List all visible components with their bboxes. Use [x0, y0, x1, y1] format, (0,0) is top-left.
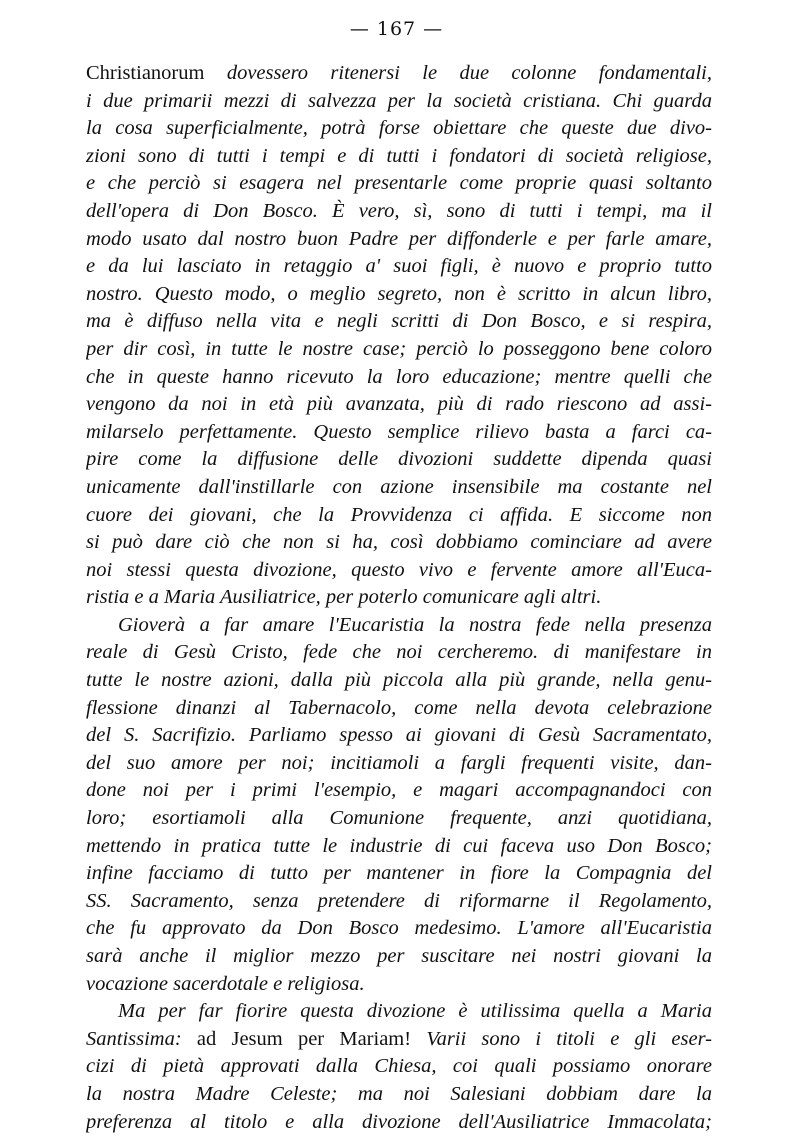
text-line: [86, 391, 712, 419]
italic-text: Varii sono i titoli e gli eser-: [426, 1027, 712, 1050]
italic-text: del suo amore per noi; incitiamoli a fargli frequenti visite, dan-: [86, 751, 712, 774]
text-line: [86, 750, 712, 778]
italic-text: nostro. Questo modo, o meglio segreto, non è scritto in alcun libro,: [86, 282, 712, 305]
italic-text: loro; esortiamoli alla Comunione frequente, anzi quotidiana,: [86, 807, 712, 830]
text-line: [86, 226, 712, 254]
text-line: [86, 971, 712, 999]
italic-text: Ma per far fiorire questa divozione è utilissima quella a Maria: [118, 1000, 712, 1023]
italic-text: cizi di pietà approvati dalla Chiesa, coi quali possiamo onorare: [86, 1055, 712, 1078]
text-line: [86, 639, 712, 667]
text-line: [86, 915, 712, 943]
italic-text: Gioverà a far amare l'Eucaristia la nostra fede nella presenza: [118, 613, 712, 636]
italic-text: milarselo perfettamente. Questo semplice rilievo basta a farci ca-: [86, 420, 712, 443]
italic-text: ma è diffuso nella vita e negli scritti di Don Bosco, e si respira,: [86, 310, 712, 333]
italic-text: zioni sono di tutti i tempi e di tutti i fondatori di società religiose,: [86, 144, 712, 167]
text-line: [86, 88, 712, 116]
text-line: [86, 1081, 712, 1109]
page-number: — 167 —: [349, 18, 444, 40]
italic-text: Santissima:: [86, 1027, 197, 1050]
roman-text: Christianorum: [86, 62, 227, 84]
italic-text: sarà anche il miglior mezzo per suscitare nei nostri giovani la: [86, 945, 712, 967]
text-line: [86, 529, 712, 557]
italic-text: la nostra Madre Celeste; ma noi Salesiani dobbiam dare la: [86, 1082, 712, 1105]
text-line: [86, 998, 712, 1026]
text-line: [86, 170, 712, 198]
text-line: [86, 1109, 712, 1136]
italic-text: unicamente dall'instillarle con azione insensibile ma costante nel: [86, 475, 712, 498]
italic-text: che in queste hanno ricevuto la loro educazione; mentre quelli che: [86, 365, 712, 388]
text-line: [86, 860, 712, 888]
text-line: [86, 115, 712, 143]
italic-text: dell'opera di Don Bosco. È vero, sì, sono di tutti i tempi, ma il: [86, 199, 712, 222]
italic-text: dovessero ritenersi le due colonne fondamentali,: [226, 62, 712, 84]
italic-text: si può dare ciò che non si ha, così dobbiamo cominciare ad avere: [86, 531, 712, 554]
italic-text: noi stessi questa divozione, questo vivo e fervente amore all'Euca-: [86, 558, 712, 581]
text-line: [86, 474, 712, 502]
text-line: [86, 695, 712, 723]
italic-text: e da lui lasciato in retaggio a' suoi figli, è nuovo e proprio tutto: [86, 255, 712, 278]
italic-text: per dir così, in tutte le nostre case; perciò lo posseggono bene coloro: [86, 337, 712, 360]
text-line: [86, 777, 712, 805]
text-line: [86, 308, 712, 336]
italic-text: SS. Sacramento, senza pretendere di riformarne il Regolamento,: [86, 889, 712, 912]
italic-text: done noi per i primi l'esempio, e magari accompagnandoci con: [86, 779, 712, 802]
italic-text: pire come la diffusione delle divozioni suddette dipenda quasi: [86, 448, 712, 471]
italic-text: mettendo in pratica tutte le industrie di cui faceva uso Don Bosco;: [86, 834, 712, 857]
text-line: [86, 557, 712, 585]
text-line: [86, 612, 712, 640]
text-line: [86, 143, 712, 171]
text-line: [86, 833, 712, 861]
italic-text: ristia e a Maria Ausiliatrice, per poterlo comunicare agli altri.: [86, 586, 602, 609]
text-line: [86, 446, 712, 474]
body-text: [86, 60, 712, 1136]
italic-text: del S. Sacrifizio. Parliamo spesso ai giovani di Gesù Sacramentato,: [86, 724, 712, 747]
text-line: [86, 502, 712, 530]
text-line: [86, 805, 712, 833]
italic-text: la cosa superficialmente, potrà forse obiettare che queste due divo-: [86, 117, 712, 140]
italic-text: e che perciò si esagera nel presentarle come proprie quasi soltanto: [86, 172, 712, 195]
italic-text: modo usato dal nostro buon Padre per diffonderle e per farle amare,: [86, 227, 712, 250]
italic-text: tutte le nostre azioni, dalla più piccola alla più grande, nella genu-: [86, 669, 712, 692]
italic-text: preferenza al titolo e alla divozione dell'Ausiliatrice Immacolata;: [86, 1110, 712, 1133]
text-line: [86, 419, 712, 447]
text-line: [86, 281, 712, 309]
italic-text: vocazione sacerdotale e religiosa.: [86, 972, 365, 995]
italic-text: i due primarii mezzi di salvezza per la società cristiana. Chi guarda: [86, 89, 712, 112]
text-line: [86, 888, 712, 916]
text-line: [86, 364, 712, 392]
italic-text: cuore dei giovani, che la Provvidenza ci affida. E siccome non: [86, 503, 712, 526]
italic-text: infine facciamo di tutto per mantener in fiore la Compagnia del: [86, 862, 712, 885]
italic-text: che fu approvato da Don Bosco medesimo. L'amore all'Eucaristia: [86, 917, 712, 940]
text-line: [86, 722, 712, 750]
text-line: [86, 667, 712, 695]
text-line: [86, 60, 712, 88]
italic-text: vengono da noi in età più avanzata, più di rado riescono ad assi-: [86, 393, 712, 416]
text-line: [86, 336, 712, 364]
text-line: [86, 253, 712, 281]
text-line: [86, 943, 712, 971]
text-line: [86, 198, 712, 226]
roman-text: ad Jesum per Mariam!: [196, 1027, 427, 1050]
text-line: [86, 1026, 712, 1054]
italic-text: reale di Gesù Cristo, fede che noi cercheremo. di manifestare in: [86, 641, 712, 664]
italic-text: flessione dinanzi al Tabernacolo, come nella devota celebrazione: [86, 696, 712, 719]
text-line: [86, 1053, 712, 1081]
text-line: [86, 584, 712, 612]
